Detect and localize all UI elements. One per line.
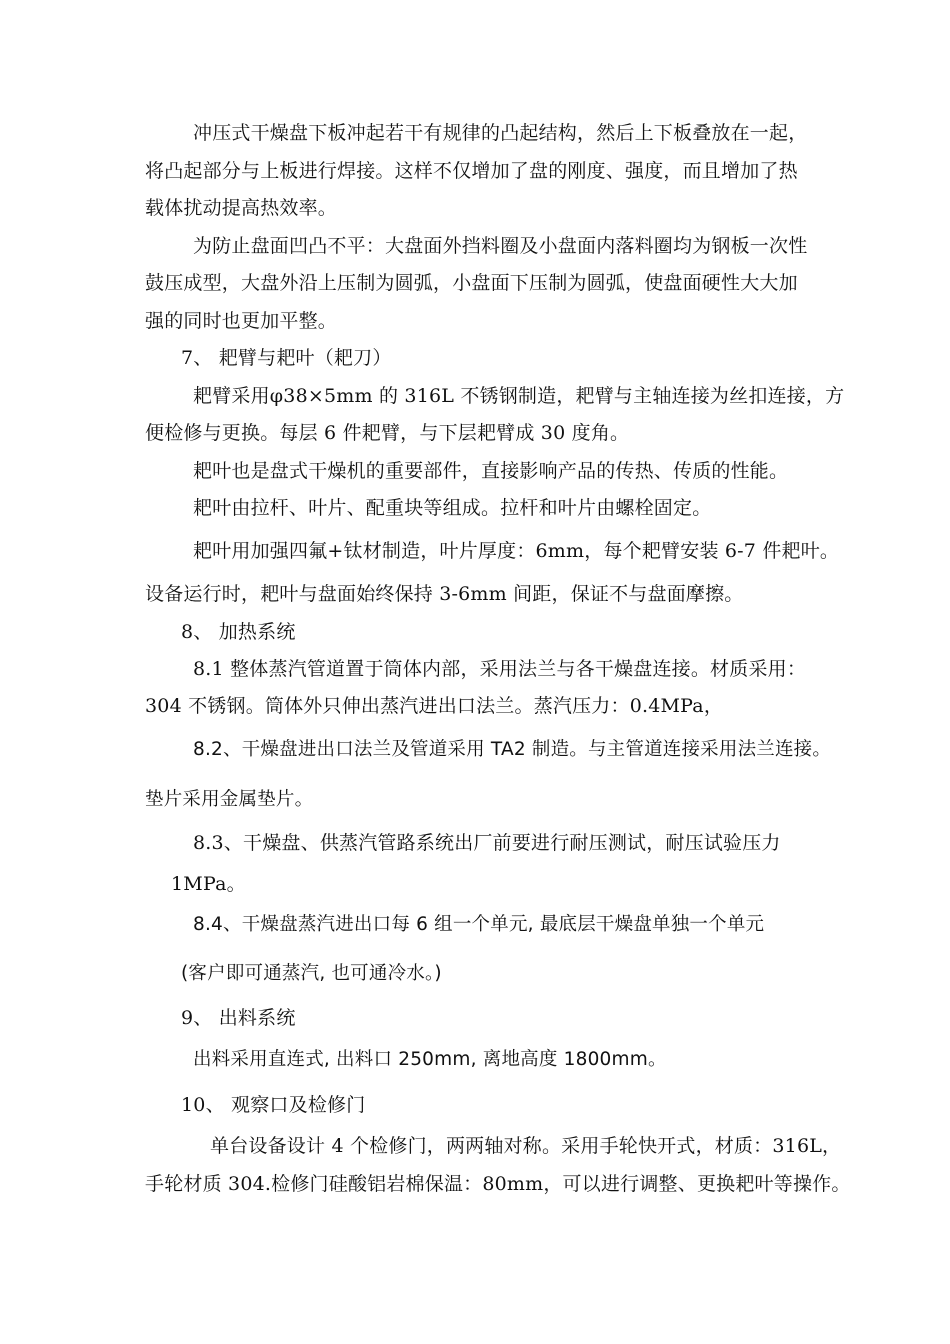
paragraph-line: 单台设备设计 4 个检修门，两两轴对称。采用手轮快开式，材质：316L， xyxy=(210,1135,842,1157)
paragraph-line: 垫片采用金属垫片。 xyxy=(145,789,314,810)
section-heading: 9、 出料系统 xyxy=(181,1007,296,1029)
section-heading: 10、 观察口及检修门 xyxy=(181,1094,366,1116)
paragraph-line: 设备运行时，耙叶与盘面始终保持 3-6mm 间距，保证不与盘面摩擦。 xyxy=(145,583,744,605)
paragraph-line: 8.2、干燥盘进出口法兰及管道采用 TA2 制造。与主管道连接采用法兰连接。 xyxy=(193,739,832,760)
paragraph-line: 304 不锈钢。筒体外只伸出蒸汽进出口法兰。蒸汽压力：0.4MPa， xyxy=(145,695,724,717)
paragraph-line: 8.1 整体蒸汽管道置于筒体内部，采用法兰与各干燥盘连接。材质采用： xyxy=(193,658,807,680)
paragraph-line: 耙叶也是盘式干燥机的重要部件，直接影响产品的传热、传质的性能。 xyxy=(193,460,789,482)
paragraph-line: 耙叶用加强四氟+钛材制造，叶片厚度：6mm，每个耙臂安装 6-7 件耙叶。 xyxy=(193,540,840,562)
paragraph-line: (客户即可通蒸汽, 也可通冷水。) xyxy=(181,963,442,984)
paragraph-line: 耙叶由拉杆、叶片、配重块等组成。拉杆和叶片由螺栓固定。 xyxy=(193,497,712,519)
paragraph-line: 冲压式干燥盘下板冲起若干有规律的凸起结构，然后上下板叠放在一起， xyxy=(193,122,808,144)
paragraph-line: 8.3、干燥盘、供蒸汽管路系统出厂前要进行耐压测试，耐压试验压力 xyxy=(193,832,781,854)
paragraph-line: 将凸起部分与上板进行焊接。这样不仅增加了盘的刚度、强度，而且增加了热 xyxy=(145,160,798,182)
paragraph-line: 便检修与更换。每层 6 件耙臂，与下层耙臂成 30 度角。 xyxy=(145,422,630,444)
paragraph-line: 手轮材质 304.检修门硅酸铝岩棉保温：80mm，可以进行调整、更换耙叶等操作。 xyxy=(145,1173,851,1195)
paragraph-line: 耙臂采用φ38×5mm 的 316L 不锈钢制造，耙臂与主轴连接为丝扣连接，方 xyxy=(193,385,845,407)
section-heading: 7、 耙臂与耙叶（耙刀） xyxy=(181,347,392,369)
paragraph-line: 载体扰动提高热效率。 xyxy=(145,197,338,219)
paragraph-line: 强的同时也更加平整。 xyxy=(145,310,338,332)
section-heading: 8、 加热系统 xyxy=(181,621,296,643)
paragraph-line: 出料采用直连式, 出料口 250mm, 离地高度 1800mm。 xyxy=(193,1049,667,1070)
paragraph-line: 鼓压成型，大盘外沿上压制为圆弧，小盘面下压制为圆弧，使盘面硬性大大加 xyxy=(145,272,798,294)
paragraph-line: 1MPa。 xyxy=(171,873,246,895)
paragraph-line: 8.4、干燥盘蒸汽进出口每 6 组一个单元, 最底层干燥盘单独一个单元 xyxy=(193,914,765,935)
paragraph-line: 为防止盘面凹凸不平：大盘面外挡料圈及小盘面内落料圈均为钢板一次性 xyxy=(193,235,808,257)
